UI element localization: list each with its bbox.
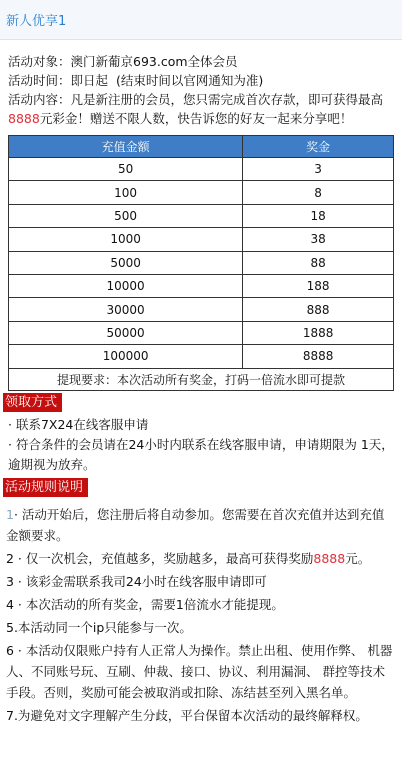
deposit-cell: 30000 <box>9 298 243 321</box>
bonus-cell: 188 <box>243 274 394 297</box>
bonus-cell: 38 <box>243 228 394 251</box>
header-deposit: 充值金额 <box>9 136 243 158</box>
table-row <box>9 204 394 227</box>
bonus-cell: 88 <box>243 251 394 274</box>
withdraw-requirement: 提现要求：本次活动所有奖金，打码一倍流水即可提款 <box>9 368 394 390</box>
rule-2-before: 2 · 仅一次机会，充值越多，奖励越多，最高可获得奖励 <box>6 550 314 566</box>
page-title: 新人优享1 <box>6 14 67 29</box>
rule-2 <box>6 548 396 569</box>
rules-list <box>0 498 402 726</box>
list-item: · 符合条件的会员请在24小时内联系在线客服申请，申请期限为 1天，逾期视为放弃。 <box>8 436 394 472</box>
rule-4: 4 · 本次活动的所有奖金，需要1倍流水才能提现。 <box>6 596 284 612</box>
bonus-cell: 3 <box>243 158 394 181</box>
table-row <box>9 181 394 204</box>
table-row <box>9 251 394 274</box>
intro-section <box>0 40 402 128</box>
content-label: 活动内容： <box>8 92 71 107</box>
deposit-cell: 50000 <box>9 321 243 344</box>
target-label: 活动对象： <box>8 54 71 69</box>
claim-heading-wrap <box>0 393 402 413</box>
time-label: 活动时间： <box>8 73 71 88</box>
rule-2-after: 元。 <box>345 550 371 566</box>
rule-5: 5.本活动同一个ip只能参与一次。 <box>6 619 192 635</box>
time-line <box>8 71 396 90</box>
requirement-row <box>9 368 394 390</box>
rule-1-text: · 活动开始后，您注册后将自动参加。您需要在首次充值并达到充值金额要求。 <box>6 506 385 543</box>
rule-1 <box>6 504 396 546</box>
rules-heading: 活动规则说明 <box>3 478 88 497</box>
deposit-cell: 500 <box>9 204 243 227</box>
deposit-cell: 5000 <box>9 251 243 274</box>
table-row <box>9 274 394 297</box>
content-before: 凡是新注册的会员，您只需完成首次存款，即可获得最高 <box>70 92 384 107</box>
bonus-table <box>8 135 394 391</box>
rule-1-number: 1 <box>6 506 14 522</box>
table-row <box>9 345 394 368</box>
target-line <box>8 52 396 71</box>
table-header-row <box>9 136 394 158</box>
content-line <box>8 90 396 128</box>
rule-7: 7.为避免对文字理解产生分歧，平台保留本次活动的最终解释权。 <box>6 707 368 723</box>
table-row <box>9 228 394 251</box>
content-after: 元彩金！赠送不限人数，快告诉您的好友一起来分享吧！ <box>39 111 353 126</box>
time-value: 即日起 (结束时间以官网通知为准) <box>70 73 264 88</box>
rule-6: 6 · 本活动仅限账户持有人正常人为操作。禁止出租、使用作弊、 机器人、不同账号玩、互刷、仲裁、接口、协议、利用漏洞、 群控等技术手段。否则，奖励可能会被取消或扣除、冻结甚至列入黑名单。 <box>6 642 393 700</box>
claim-heading: 领取方式 <box>3 393 62 412</box>
table-row <box>9 298 394 321</box>
target-value: 澳门新葡京693.com全体会员 <box>70 54 238 69</box>
deposit-cell: 100 <box>9 181 243 204</box>
bonus-cell: 18 <box>243 204 394 227</box>
deposit-cell: 10000 <box>9 274 243 297</box>
content-highlight: 8888 <box>8 111 40 126</box>
deposit-cell: 50 <box>9 158 243 181</box>
list-item: · 联系7X24在线客服申请 <box>8 416 149 432</box>
rule-3: 3 · 该彩金需联系我司24小时在线客服申请即可 <box>6 573 267 589</box>
bonus-cell: 888 <box>243 298 394 321</box>
table-row <box>9 158 394 181</box>
bonus-cell: 8 <box>243 181 394 204</box>
table-row <box>9 321 394 344</box>
deposit-cell: 100000 <box>9 345 243 368</box>
rules-heading-wrap <box>0 478 402 498</box>
header-bonus: 奖金 <box>243 136 394 158</box>
deposit-cell: 1000 <box>9 228 243 251</box>
bonus-cell: 1888 <box>243 321 394 344</box>
claim-list <box>0 413 402 475</box>
rule-2-highlight: 8888 <box>313 550 346 566</box>
title-bar <box>0 0 402 40</box>
bonus-cell: 8888 <box>243 345 394 368</box>
